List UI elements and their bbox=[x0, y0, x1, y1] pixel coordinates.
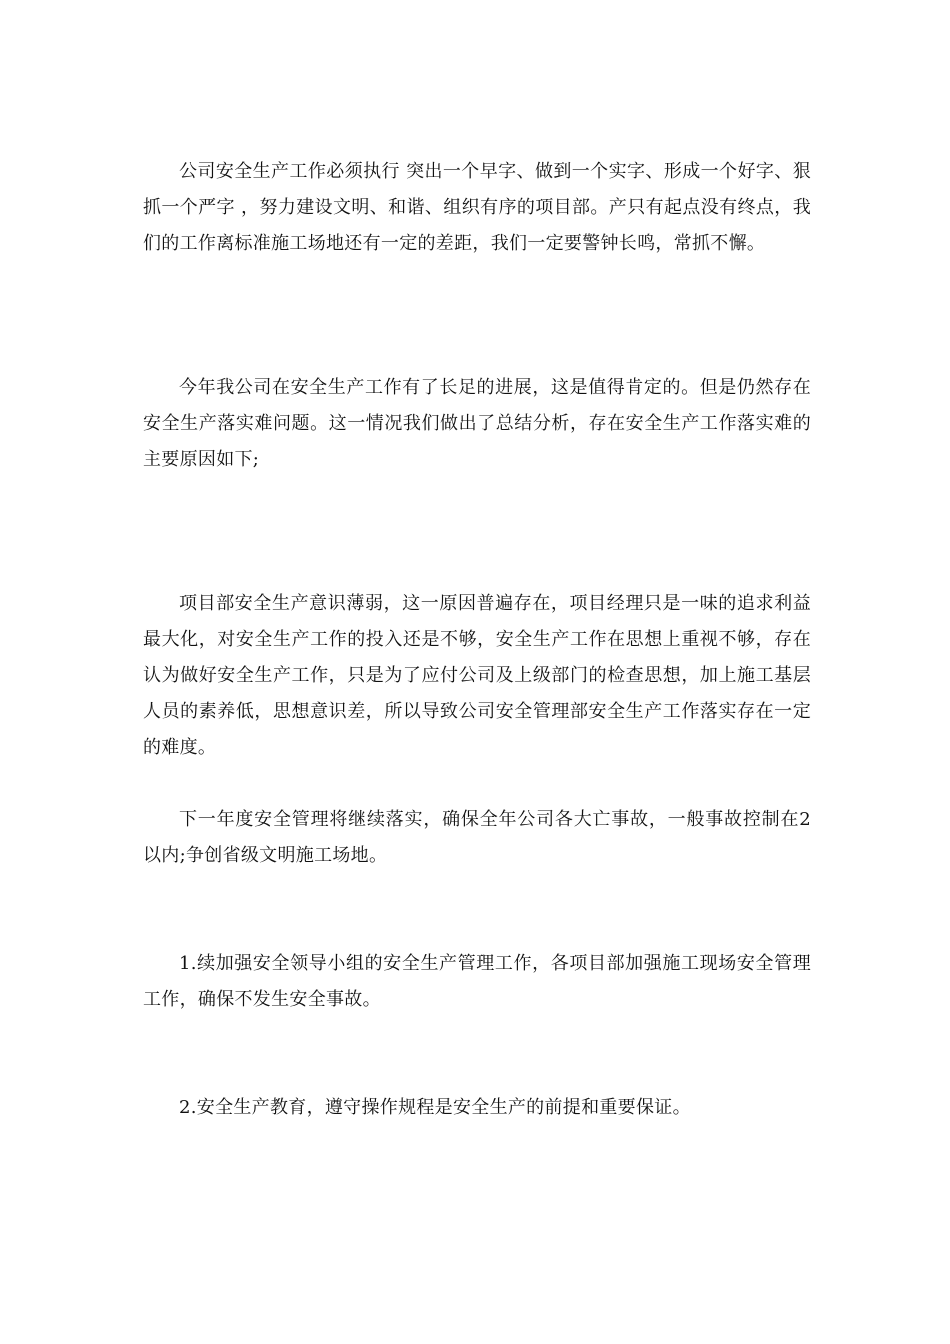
paragraph-main-causes: 项目部安全生产意识薄弱，这一原因普遍存在，项目经理只是一味的追求利益最大化，对安全生产工作的投入还是不够，安全生产工作在思想上重视不够，存在认为做好安全生产工作，只是为了应付公司及上级部门的检查思想，加上施工基层人员的素养低，思想意识差，所以导致公司安全管理部安全生产工作落实存在一定的难度。 bbox=[143, 593, 811, 758]
paragraph-progress-review: 今年我公司在安全生产工作有了长足的进展，这是值得肯定的。但是仍然存在安全生产落实难问题。这一情况我们做出了总结分析，存在安全生产工作落实难的主要原因如下; bbox=[143, 377, 811, 470]
paragraph-item-2: 2.安全生产教育，遵守操作规程是安全生产的前提和重要保证。 bbox=[179, 1097, 691, 1118]
paragraph-safety-principles: 公司安全生产工作必须执行 突出一个早字、做到一个实字、形成一个好字、狠抓一个严字 ，努力建设文明、和谐、组织有序的项目部。产只有起点没有终点，我们的工作离标准施工场地还有一定的差距，我们一定要警钟长鸣，常抓不懈。 bbox=[143, 161, 811, 254]
paragraph-next-year-goals: 下一年度安全管理将继续落实，确保全年公司各大亡事故，一般事故控制在2 以内;争创省级文明施工场地。 bbox=[143, 809, 811, 866]
paragraph-item-1: 1.续加强安全领导小组的安全生产管理工作，各项目部加强施工现场安全管理工作，确保不发生安全事故。 bbox=[143, 953, 811, 1010]
